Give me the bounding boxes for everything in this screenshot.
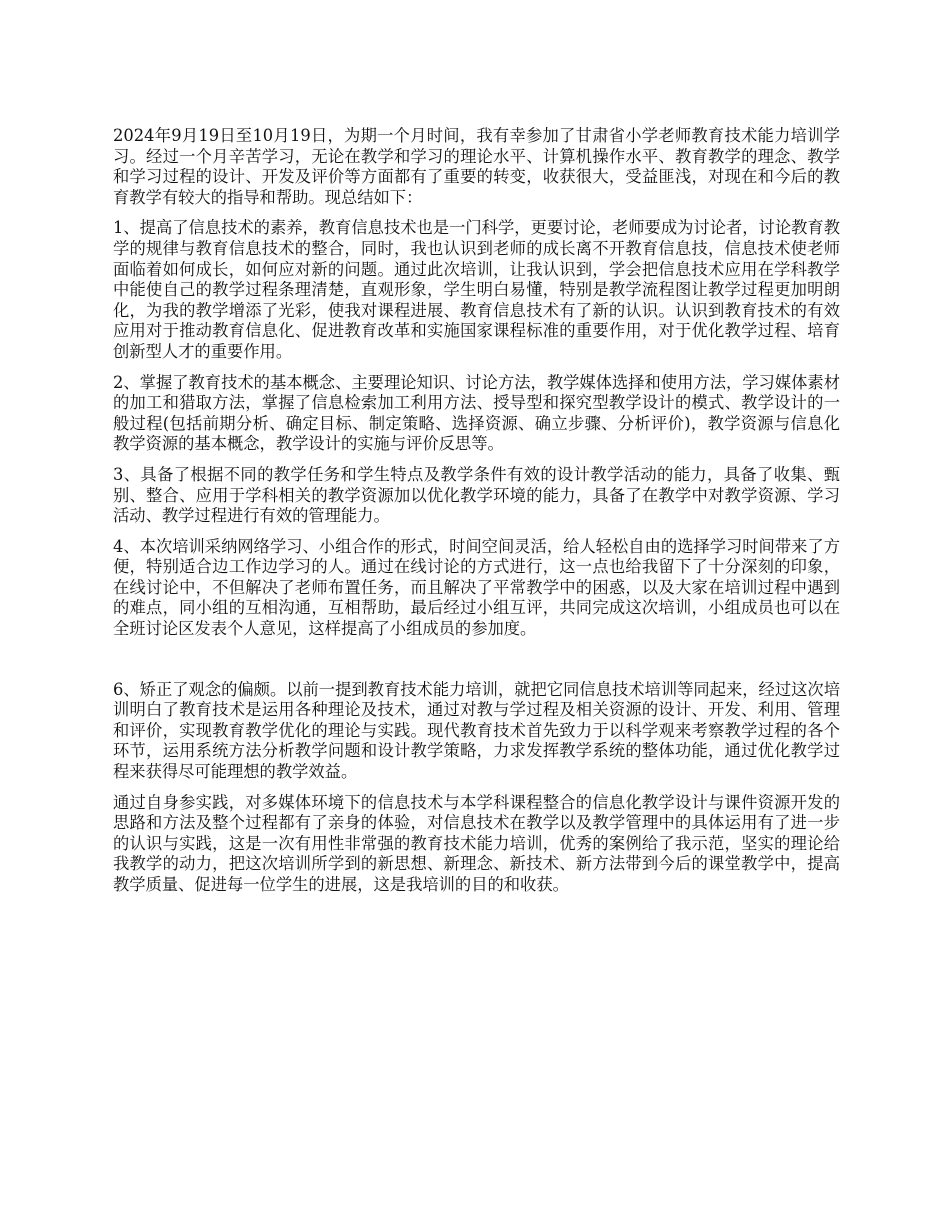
point-3-paragraph: 3、具备了根据不同的教学任务和学生特点及教学条件有效的设计教学活动的能力，具备了收集、甄别、整合、应用于学科相关的教学资源加以优化教学环境的能力，具备了在教学中对教学资源、学习活动、教学过程进行有效的管理能力。 (113, 464, 840, 526)
point-6-paragraph: 6、矫正了观念的偏颇。以前一提到教育技术能力培训，就把它同信息技术培训等同起来，经过这次培训明白了教育技术是运用各种理论及技术，通过对教与学过程及相关资源的设计、开发、利用、管理和评价，实现教育教学优化的理论与实践。现代教育技术首先致力于以科学观来考察教学过程的各个环节，运用系统方法分析教学问题和设计教学策略，力求发挥教学系统的整体功能，通过优化教学过程来获得尽可能理想的教学效益。 (113, 679, 840, 782)
point-2-paragraph: 2、掌握了教育技术的基本概念、主要理论知识、讨论方法，教学媒体选择和使用方法，学习媒体素材的加工和猎取方法，掌握了信息检索加工利用方法、授导型和探究型教学设计的模式、教学设计的一般过程(包括前期分析、确定目标、制定策略、选择资源、确立步骤、分析评价)，教学资源与信息化教学资源的基本概念，教学设计的实施与评价反思等。 (113, 372, 840, 454)
document-body (113, 126, 840, 906)
point-1-paragraph: 1、提高了信息技术的素养，教育信息技术也是一门科学，更要讨论，老师要成为讨论者，讨论教育教学的规律与教育信息技术的整合，同时，我也认识到老师的成长离不开教育信息技，信息技术使老师面临着如何成长，如何应对新的问题。通过此次培训，让我认识到，学会把信息技术应用在学科教学中能使自己的教学过程条理清楚，直观形象，学生明白易懂，特别是教学流程图让教学过程更加明朗化，为我的教学增添了光彩，使我对课程进展、教育信息技术有了新的认识。认识到教育技术的有效应用对于推动教育信息化、促进教育改革和实施国家课程标准的重要作用，对于优化教学过程、培育创新型人才的重要作用。 (113, 218, 840, 361)
intro-paragraph: 2024年9月19日至10月19日，为期一个月时间，我有幸参加了甘肃省小学老师教育技术能力培训学习。经过一个月辛苦学习，无论在教学和学习的理论水平、计算机操作水平、教育教学的理念、教学和学习过程的设计、开发及评价等方面都有了重要的转变，收获很大，受益匪浅，对现在和今后的教育教学有较大的指导和帮助。现总结如下： (113, 126, 840, 207)
conclusion-paragraph: 通过自身参实践，对多媒体环境下的信息技术与本学科课程整合的信息化教学设计与课件资源开发的思路和方法及整个过程都有了亲身的体验，对信息技术在教学以及教学管理中的具体运用有了进一步的认识与实践，这是一次有用性非常强的教育技术能力培训，优秀的案例给了我示范，坚实的理论给我教学的动力，把这次培训所学到的新思想、新理念、新技术、新方法带到今后的课堂教学中，提高教学质量、促进每一位学生的进展，这是我培训的目的和收获。 (113, 792, 840, 894)
point-4-paragraph: 4、本次培训采纳网络学习、小组合作的形式，时间空间灵活，给人轻松自由的选择学习时间带来了方便，特别适合边工作边学习的人。通过在线讨论的方式进行，这一点也给我留下了十分深刻的印象，在线讨论中，不但解决了老师布置任务，而且解决了平常教学中的困惑，以及大家在培训过程中遇到的难点，同小组的互相沟通，互相帮助，最后经过小组互评，共同完成这次培训，小组成员也可以在全班讨论区发表个人意见，这样提高了小组成员的参加度。 (113, 536, 840, 639)
